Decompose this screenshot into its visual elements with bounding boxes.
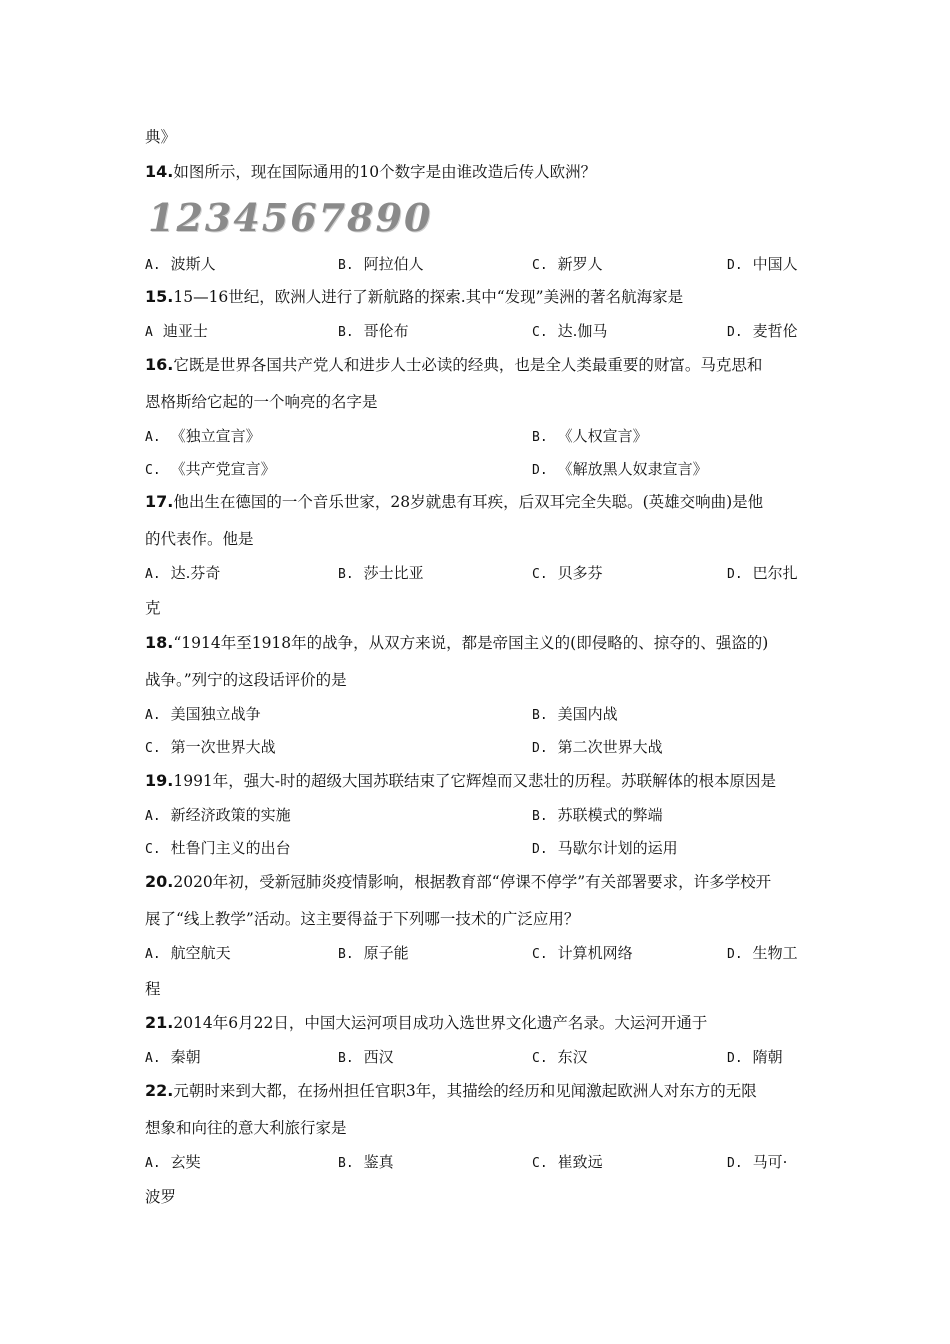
q18-option-b[interactable]: B. 美国内战 [532, 705, 618, 723]
question-19-stem: 19.1991年，强大-时的超级大国苏联结束了它辉煌而又悲壮的历程。苏联解体的根本原因是 [145, 771, 777, 790]
q17-option-a[interactable]: A. 达.芬奇 [145, 564, 221, 582]
q15-option-d[interactable]: D. 麦哲伦 [727, 322, 798, 340]
q18-option-d[interactable]: D. 第二次世界大战 [532, 738, 663, 756]
q16-option-d[interactable]: D. 《解放黑人奴隶宣言》 [532, 460, 708, 478]
question-17-stem-cont: 的代表作。他是 [145, 530, 254, 548]
q20-option-d[interactable]: D. 生物工 [727, 944, 798, 962]
q20-option-d-wrap: 程 [145, 980, 161, 998]
q18-option-a[interactable]: A. 美国独立战争 [145, 705, 261, 723]
q14-option-d[interactable]: D. 中国人 [727, 255, 798, 273]
question-number: 14. [145, 162, 174, 181]
q22-option-a[interactable]: A. 玄奘 [145, 1153, 201, 1171]
q22-option-d[interactable]: D. 马可· [727, 1153, 788, 1171]
question-22-stem: 22.元朝时来到大都，在扬州担任官职3年，其描绘的经历和见闻激起欧洲人对东方的无限 [145, 1081, 757, 1100]
q19-option-a[interactable]: A. 新经济政策的实施 [145, 806, 291, 824]
q21-option-b[interactable]: B. 西汉 [338, 1048, 394, 1066]
question-22-stem-cont: 想象和向往的意大利旅行家是 [145, 1119, 347, 1137]
arabic-numerals-figure: 1234567890 [148, 195, 433, 240]
q22-option-b[interactable]: B. 鉴真 [338, 1153, 394, 1171]
question-16-stem: 16.它既是世界各国共产党人和进步人士必读的经典，也是全人类最重要的财富。马克思和 [145, 355, 763, 374]
q20-option-a[interactable]: A. 航空航天 [145, 944, 231, 962]
question-20-stem: 20.2020年初，受新冠肺炎疫情影响，根据教育部“停课不停学”有关部署要求，许多学校开 [145, 872, 772, 891]
q21-option-c[interactable]: C. 东汉 [532, 1048, 588, 1066]
q19-option-d[interactable]: D. 马歇尔计划的运用 [532, 839, 678, 857]
q14-option-b[interactable]: B. 阿拉伯人 [338, 255, 424, 273]
q22-option-d-wrap: 波罗 [145, 1188, 177, 1206]
continued-text-fragment: 典》 [145, 128, 177, 146]
question-20-stem-cont: 展了“线上教学”活动。这主要得益于下列哪一技术的广泛应用？ [145, 910, 580, 928]
question-15-stem: 15.15—16世纪，欧洲人进行了新航路的探索.其中“发现”美洲的著名航海家是 [145, 287, 684, 306]
q16-option-c[interactable]: C. 《共产党宣言》 [145, 460, 276, 478]
q15-option-b[interactable]: B. 哥伦布 [338, 322, 409, 340]
q20-option-b[interactable]: B. 原子能 [338, 944, 409, 962]
q18-option-c[interactable]: C. 第一次世界大战 [145, 738, 276, 756]
q14-option-c[interactable]: C. 新罗人 [532, 255, 603, 273]
q16-option-b[interactable]: B. 《人权宣言》 [532, 427, 648, 445]
q17-option-b[interactable]: B. 莎士比亚 [338, 564, 424, 582]
q14-option-a[interactable]: A. 波斯人 [145, 255, 216, 273]
q16-option-a[interactable]: A. 《独立宣言》 [145, 427, 261, 445]
q19-option-c[interactable]: C. 杜鲁门主义的出台 [145, 839, 291, 857]
q15-option-c[interactable]: C. 达.伽马 [532, 322, 608, 340]
question-18-stem-cont: 战争。”列宁的这段话评价的是 [145, 671, 347, 689]
q21-option-a[interactable]: A. 秦朝 [145, 1048, 201, 1066]
q17-option-c[interactable]: C. 贝多芬 [532, 564, 603, 582]
question-14-stem: 14.如图所示，现在国际通用的10个数字是由谁改造后传人欧洲？ [145, 162, 597, 181]
question-21-stem: 21.2014年6月22日，中国大运河项目成功入选世界文化遗产名录。大运河开通于 [145, 1013, 708, 1032]
q22-option-c[interactable]: C. 崔致远 [532, 1153, 603, 1171]
question-18-stem: 18.“1914年至1918年的战争，从双方来说，都是帝国主义的(即侵略的、掠夺的、强盗的) [145, 633, 769, 652]
question-16-stem-cont: 恩格斯给它起的一个响亮的名字是 [145, 393, 378, 411]
q17-option-d[interactable]: D. 巴尔扎 [727, 564, 798, 582]
q17-option-d-wrap: 克 [145, 599, 161, 617]
q20-option-c[interactable]: C. 计算机网络 [532, 944, 633, 962]
question-17-stem: 17.他出生在德国的一个音乐世家，28岁就患有耳疾，后双耳完全失聪。(英雄交响曲)是他 [145, 492, 764, 511]
q19-option-b[interactable]: B. 苏联模式的弊端 [532, 806, 663, 824]
q21-option-d[interactable]: D. 隋朝 [727, 1048, 783, 1066]
q15-option-a[interactable]: A 迪亚士 [145, 322, 208, 340]
